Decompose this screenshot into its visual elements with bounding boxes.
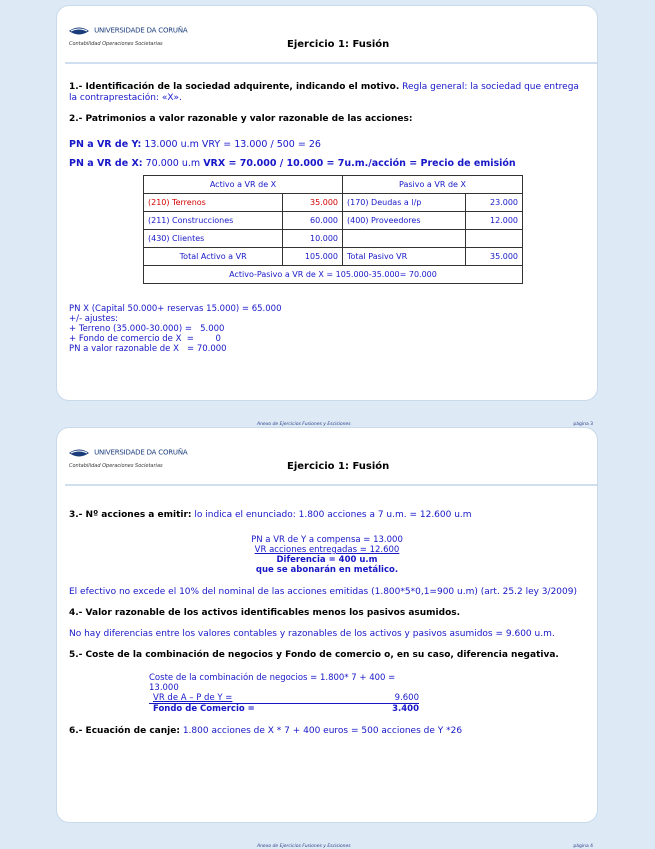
- slide-body: [69, 510, 585, 743]
- table-row: [144, 194, 523, 212]
- section-3-heading: 3.- Nº acciones a emitir:: [69, 510, 192, 520]
- cell-pasivo: [343, 230, 466, 248]
- section-1: [69, 82, 585, 104]
- section-6-heading: 6.- Ecuación de canje:: [69, 726, 180, 736]
- calc-line-1: PN a VR de Y a compensa = 13.000: [251, 535, 403, 545]
- vr-label: VR de A – P de Y =: [153, 693, 233, 703]
- section-6-text: 1.800 acciones de X * 7 + 400 euros = 500 acciones de Y *26: [179, 726, 463, 736]
- page-number: página 3: [573, 422, 593, 427]
- calc-note: que se abonarán en metálico.: [255, 565, 399, 575]
- section-4-text: No hay diferencias entre los valores contables y razonables de los activos y pasivos asumidos = 9.600 u.m.: [69, 629, 555, 639]
- course-subtitle: Contabilidad Operaciones Societarias: [69, 463, 163, 469]
- shares-calculation: [69, 535, 585, 575]
- fondo-value: 3.400: [392, 704, 419, 714]
- cell-activo: (430) Clientes: [144, 230, 283, 248]
- table-footer: Activo-Pasivo a VR de X = 105.000-35.000= 70.000: [144, 266, 523, 284]
- slide-header: [57, 428, 597, 478]
- efectivo-note: El efectivo no excede el 10% del nominal de las acciones emitidas (1.800*5*0,1=900 u.m) (art. 25.2 ley 3/2009): [69, 587, 577, 597]
- slide-page-4: [57, 428, 597, 849]
- section-5-heading: [69, 650, 585, 661]
- pn-calculation: PN X (Capital 50.000+ reservas 15.000) = 65.000 +/- ajustes: + Terreno (35.000-30.000) = 5.000 + Fondo de comercio de X = 0 PN a valor razonable de X = 70.000: [69, 304, 282, 354]
- total-pasivo-label: Total Pasivo VR: [343, 248, 466, 266]
- coste-line: Coste de la combinación de negocios = 1.800* 7 + 400 = 13.000: [149, 673, 396, 693]
- cell-activo-value: 60.000: [283, 212, 343, 230]
- fondo-line: [149, 704, 419, 714]
- section-1-heading: 1.- Identificación de la sociedad adquirente, indicando el motivo.: [69, 82, 400, 92]
- cell-activo-value: 10.000: [283, 230, 343, 248]
- pasivo-header: Pasivo a VR de X: [343, 176, 523, 194]
- page-number: página 4: [573, 844, 593, 849]
- cell-activo-value: 35.000: [283, 194, 343, 212]
- cell-activo: (211) Construcciones: [144, 212, 283, 230]
- activo-header: Activo a VR de X: [144, 176, 343, 194]
- pn-y-label: PN a VR de Y:: [69, 139, 142, 150]
- calc-difference: Diferencia = 400 u.m: [276, 555, 378, 565]
- section-3: [69, 510, 585, 521]
- university-emblem-icon: [69, 26, 89, 36]
- slide-title: Ejercicio 1: Fusión: [287, 39, 390, 50]
- cell-activo: (210) Terrenos: [144, 194, 283, 212]
- vr-value: 9.600: [394, 693, 419, 703]
- cell-pasivo: (400) Proveedores: [343, 212, 466, 230]
- university-logo: [69, 442, 189, 469]
- cell-pasivo-value: 12.000: [466, 212, 523, 230]
- section-2-heading: [69, 114, 585, 125]
- table-row-total: [144, 248, 523, 266]
- valuation-table: [143, 175, 523, 284]
- slide-body: [69, 82, 585, 354]
- pn-y-line: [69, 139, 585, 150]
- header-divider: [65, 484, 597, 486]
- fondo-label: Fondo de Comercio =: [153, 704, 255, 714]
- university-emblem-icon: [69, 448, 89, 458]
- calc-line-2: VR acciones entregadas = 12.600: [254, 545, 400, 555]
- cell-pasivo-value: [466, 230, 523, 248]
- table-row: [144, 230, 523, 248]
- vrx-label: VRX: [203, 158, 226, 169]
- footer-text: Anexo de Ejercicios Fusiones y Escisiones: [257, 844, 351, 849]
- cell-pasivo-value: 23.000: [466, 194, 523, 212]
- university-name: UNIVERSIDADE DA CORUÑA: [94, 26, 188, 35]
- section-3-text: lo indica el enunciado: 1.800 acciones a 7 u.m. = 12.600 u.m: [191, 510, 472, 520]
- slide-page-3: [57, 6, 597, 427]
- footer-text: Anexo de Ejercicios Fusiones y Escisiones: [257, 422, 351, 427]
- section-4-heading-text: 4.- Valor razonable de los activos identificables menos los pasivos asumidos.: [69, 608, 461, 618]
- header-divider: [65, 62, 597, 64]
- pn-x-text: 70.000 u.m: [142, 158, 204, 169]
- total-activo-label: Total Activo a VR: [144, 248, 283, 266]
- pn-x-label: PN a VR de X:: [69, 158, 143, 169]
- total-activo-value: 105.000: [283, 248, 343, 266]
- section-5-heading-text: 5.- Coste de la combinación de negocios y Fondo de comercio o, en su caso, diferencia negativa.: [69, 650, 559, 660]
- section-4-heading: [69, 608, 585, 619]
- section-1-text: Regla general: la sociedad que entrega la contraprestación: «X».: [69, 82, 579, 103]
- pn-x-result: = 70.000 / 10.000 = 7u.m./acción = Precio de emisión: [225, 158, 516, 169]
- pn-y-text: 13.000 u.m VRY = 13.000 / 500 = 26: [141, 139, 321, 150]
- slide-header: [57, 6, 597, 56]
- section-2-heading-text: 2.- Patrimonios a valor razonable y valor razonable de las acciones:: [69, 114, 413, 124]
- section-6: [69, 726, 585, 737]
- goodwill-calculation: [149, 673, 419, 714]
- slide-title: Ejercicio 1: Fusión: [287, 461, 390, 472]
- university-logo: [69, 20, 189, 47]
- pn-x-line: [69, 158, 585, 169]
- total-pasivo-value: 35.000: [466, 248, 523, 266]
- table-row: [144, 212, 523, 230]
- university-name: UNIVERSIDADE DA CORUÑA: [94, 448, 188, 457]
- cell-pasivo: (170) Deudas a l/p: [343, 194, 466, 212]
- course-subtitle: Contabilidad Operaciones Societarias: [69, 41, 163, 47]
- vr-line: [149, 693, 419, 704]
